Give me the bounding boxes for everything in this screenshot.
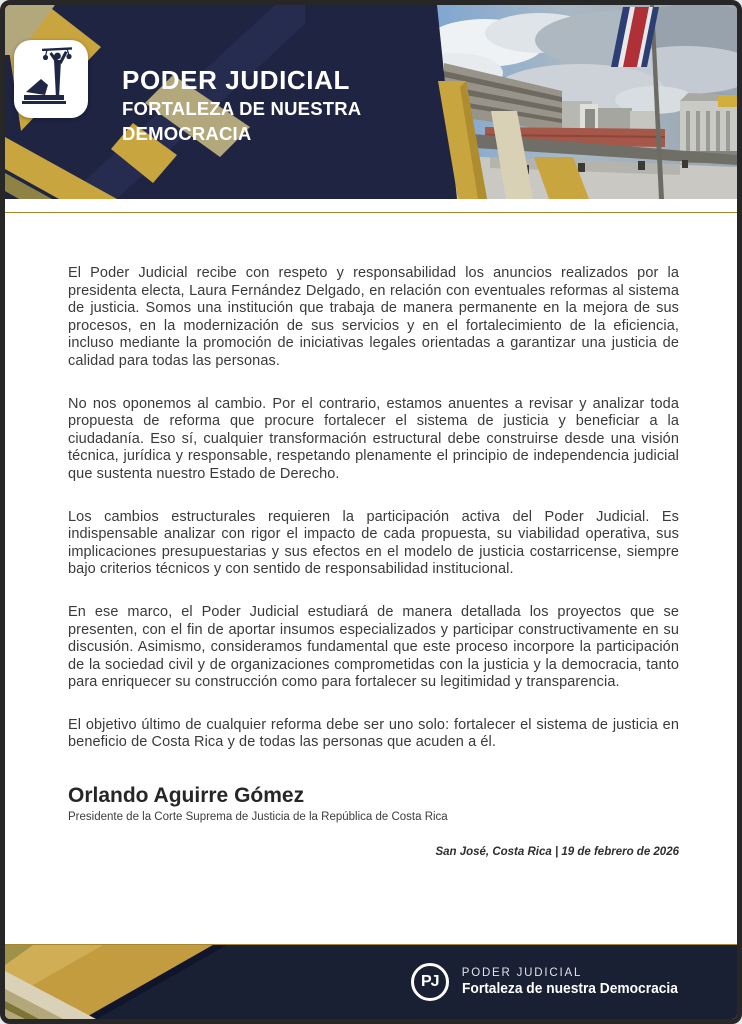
- pj-logo-icon: [411, 963, 449, 1001]
- footer-banner: [5, 931, 737, 1019]
- signature-name: Orlando Aguirre Gómez: [68, 784, 305, 808]
- footer-brand-text: [462, 966, 689, 998]
- footer-brand: [411, 945, 689, 1019]
- footer-brand-tagline: Fortaleza de nuestra Democracia: [461, 981, 678, 997]
- footer-gold-decoration: [5, 945, 275, 1019]
- signature-role: Presidente de la Corte Suprema de Justicia de la República de Costa Rica: [68, 811, 448, 824]
- gold-divider-bottom: [5, 931, 737, 945]
- header-subtitle-line2: DEMOCRACIA: [122, 123, 252, 144]
- paragraph-4: En ese marco, el Poder Judicial estudiará de manera detallada los proyectos que se presenten, con el fin de aportar insumos especializados y participar constructivamente en su discusión. Asimismo, consideramos fundamental que este proceso incorpore la participación de la sociedad civil y de organizaciones comprometidas con la justicia y la democracia, tanto para enriquecer su construcción como para fortalecer su legitimidad y transparencia.: [68, 603, 679, 691]
- paragraph-1: El Poder Judicial recibe con respeto y responsabilidad los anuncios realizados por la presidenta electa, Laura Fernández Delgado, en relación con eventuales reformas al sistema de justicia. Somos una institución que trabaja de manera permanente en la mejora de sus procesos, en la modernización de sus servicios y en el fortalecimiento de la eficiencia, incluso mediante la promoción de iniciativas legales orientadas a garantizar una justicia de calidad para todas las personas.: [68, 265, 679, 369]
- footer-brand-name: PODER JUDICIAL: [461, 967, 583, 979]
- letter-body: [5, 213, 737, 931]
- header-banner: [5, 5, 737, 199]
- header-titles: [122, 64, 361, 146]
- justice-statue-icon: [14, 40, 88, 118]
- logo-card: [14, 40, 88, 118]
- pj-logo-text: PJ: [420, 973, 439, 990]
- plaza-photo-illustration: [430, 5, 737, 199]
- header-subtitle-line1: FORTALEZA DE NUESTRA: [122, 98, 362, 119]
- paragraph-3: Los cambios estructurales requieren la participación activa del Poder Judicial. Es indispensable analizar con rigor el impacto de cada propuesta, su viabilidad operativa, sus implicaciones presupuestarias y sus efectos en el modelo de justicia costarricense, siempre bajo criterios técnicos y con sentido de responsabilidad institucional.: [68, 508, 679, 578]
- header-photo: [430, 5, 737, 199]
- paragraph-2: No nos oponemos al cambio. Por el contrario, estamos anuentes a revisar y analizar toda propuesta de reforma que procure fortalecer el sistema de justicia y beneficiar a la ciudadanía. Eso sí, cualquier transformación estructural debe construirse desde una visión técnica, jurídica y responsable, respetando plenamente el principio de independencia judicial que sustenta nuestro Estado de Derecho.: [68, 395, 679, 482]
- gold-divider-top: [5, 199, 737, 213]
- page-title: PODER JUDICIAL: [122, 65, 350, 95]
- footer-band: [5, 945, 737, 1019]
- dateline: San José, Costa Rica | 19 de febrero de 2026: [435, 846, 679, 859]
- paragraph-5: El objetivo último de cualquier reforma debe ser uno solo: fortalecer el sistema de justicia en beneficio de Costa Rica y de todas las personas que acuden a él.: [68, 716, 679, 751]
